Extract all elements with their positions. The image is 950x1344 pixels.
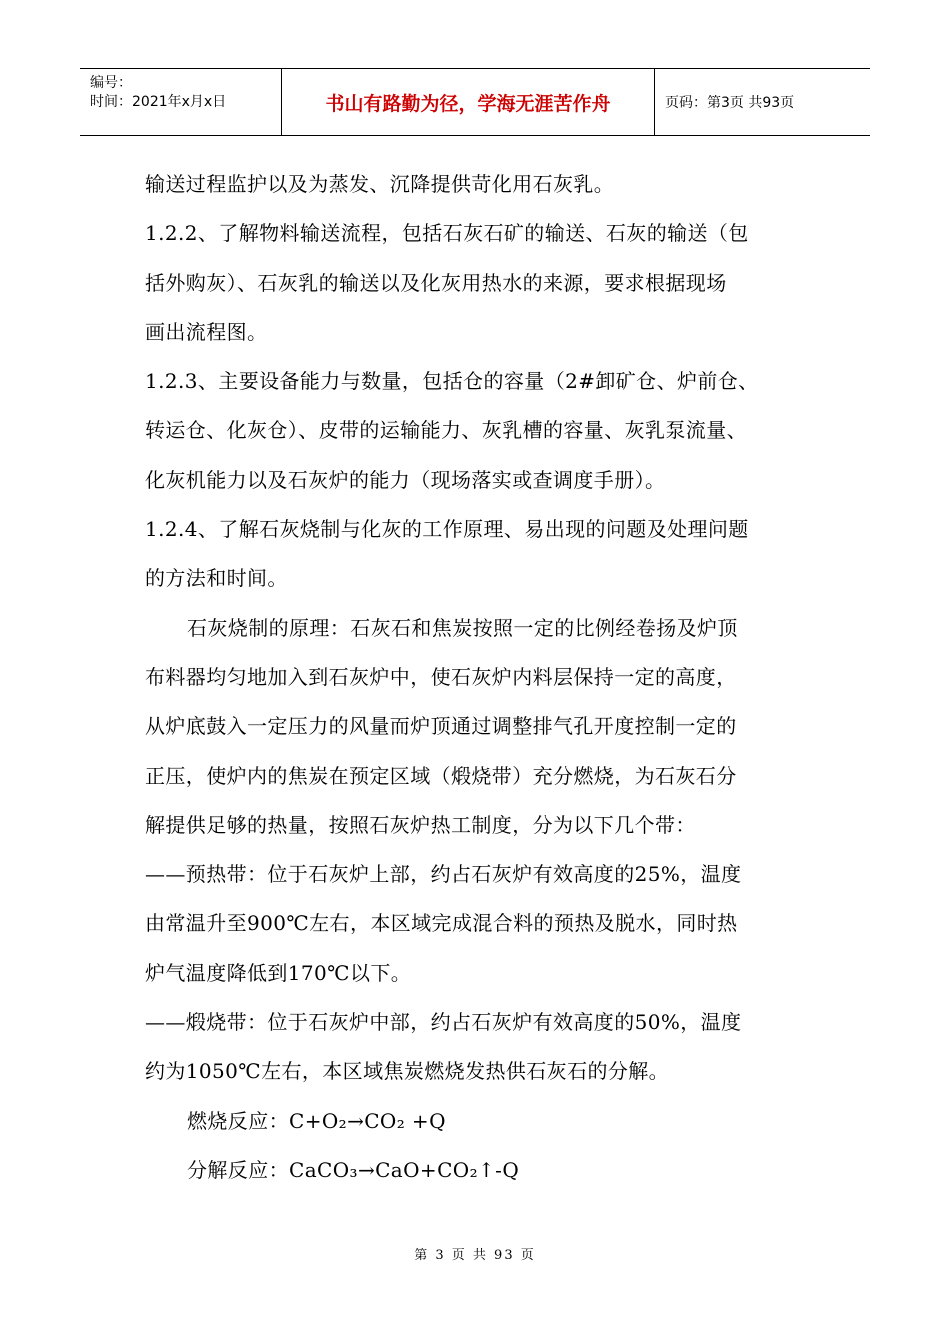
body-line: 转运仓、化灰仓）、皮带的运输能力、灰乳槽的容量、灰乳泵流量、 <box>145 418 747 443</box>
body-line: 石灰烧制的原理：石灰石和焦炭按照一定的比例经卷扬及炉顶 <box>187 615 738 640</box>
header-meta <box>80 69 282 135</box>
body-line: 化灰机能力以及石灰炉的能力（现场落实或查调度手册）。 <box>145 467 666 492</box>
body-line: 布料器均匀地加入到石灰炉中，使石灰炉内料层保持一定的高度， <box>145 664 737 689</box>
document-body <box>145 160 815 1195</box>
body-line: 正压，使炉内的焦炭在预定区域（煅烧带）充分燃烧，为石灰石分 <box>145 763 737 788</box>
decomposition-reaction: 分解反应：CaCO₃→CaO+CO₂↑-Q <box>187 1157 520 1182</box>
header-motto: 书山有路勤为径，学海无涯苦作舟 <box>282 69 655 135</box>
document-number-label: 编号： <box>90 75 132 91</box>
body-line: 1.2.4、了解石灰烧制与化灰的工作原理、易出现的问题及处理问题 <box>145 517 749 542</box>
document-time-label: 时间：2021年x月x日 <box>90 94 227 110</box>
combustion-reaction: 燃烧反应：C+O₂→CO₂ +Q <box>187 1108 446 1133</box>
page-header <box>80 68 870 136</box>
body-line: 的方法和时间。 <box>145 566 288 591</box>
body-line: 由常温升至900℃左右，本区域完成混合料的预热及脱水，同时热 <box>145 911 738 936</box>
body-line: 解提供足够的热量，按照石灰炉热工制度，分为以下几个带： <box>145 812 696 837</box>
body-line: 1.2.2、了解物料输送流程，包括石灰石矿的输送、石灰的输送（包 <box>145 221 749 246</box>
body-line: 画出流程图。 <box>145 319 268 344</box>
body-line: 输送过程监护以及为蒸发、沉降提供苛化用石灰乳。 <box>145 172 615 196</box>
body-line: 1.2.3、主要设备能力与数量，包括仓的容量（2#卸矿仓、炉前仓、 <box>145 369 759 394</box>
body-line: 约为1050℃左右，本区域焦炭燃烧发热供石灰石的分解。 <box>145 1059 670 1084</box>
body-line: 从炉底鼓入一定压力的风量而炉顶通过调整排气孔开度控制一定的 <box>145 714 737 739</box>
body-line: ——预热带：位于石灰炉上部，约占石灰炉有效高度的25%，温度 <box>145 862 742 887</box>
body-line: ——煅烧带：位于石灰炉中部，约占石灰炉有效高度的50%，温度 <box>145 1010 742 1035</box>
body-line: 炉气温度降低到170℃以下。 <box>145 960 412 985</box>
header-page-info: 页码：第3页 共93页 <box>665 95 795 111</box>
body-line: 括外购灰）、石灰乳的输送以及化灰用热水的来源，要求根据现场 <box>145 270 727 295</box>
page-footer: 第 3 页 共 93 页 <box>414 1248 536 1263</box>
